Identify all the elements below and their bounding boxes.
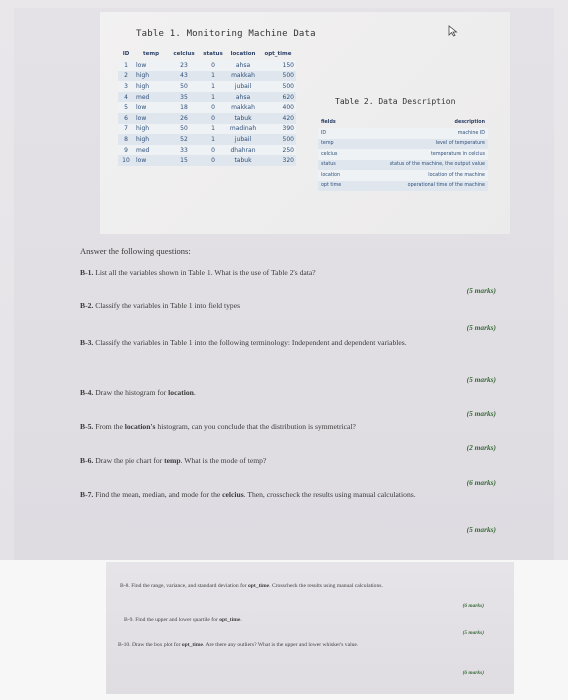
question-item: B-9. Find the upper and lower quartile for opt_time. bbox=[124, 617, 242, 623]
table2-field-cell: opt time bbox=[318, 181, 364, 192]
table1-cell: 320 bbox=[260, 155, 296, 166]
table2-description-cell: operational time of the machine bbox=[364, 181, 488, 192]
table1-cell: 18 bbox=[168, 102, 200, 113]
table2-row bbox=[318, 128, 488, 139]
table2-description-cell: level of temperature bbox=[364, 139, 488, 150]
question-item: B-2. Classify the variables in Table 1 into field types bbox=[80, 301, 241, 310]
table2-data-description bbox=[318, 116, 488, 191]
question-number: B-7. bbox=[80, 490, 96, 499]
table1-cell: 620 bbox=[260, 92, 296, 103]
table1-cell: 390 bbox=[260, 124, 296, 135]
table1-cell: 35 bbox=[168, 92, 200, 103]
table1-cell: jubail bbox=[226, 81, 260, 92]
table1-row bbox=[118, 81, 296, 92]
table2-field-cell: status bbox=[318, 160, 364, 171]
table1-cell: 33 bbox=[168, 145, 200, 156]
table1-cell: 52 bbox=[168, 134, 200, 145]
table2-field-cell: celcius bbox=[318, 149, 364, 160]
table1-cell: makkah bbox=[226, 71, 260, 82]
table1-cell: low bbox=[134, 155, 168, 166]
table1-cell: 420 bbox=[260, 113, 296, 124]
table1-cell: 15 bbox=[168, 155, 200, 166]
table1-cell: med bbox=[134, 92, 168, 103]
table2-title: Table 2. Data Description bbox=[335, 97, 456, 106]
table1-cell: 1 bbox=[200, 92, 226, 103]
table1-row bbox=[118, 124, 296, 135]
table1-cell: 0 bbox=[200, 155, 226, 166]
table2-description-cell: status of the machine, the output value bbox=[364, 160, 488, 171]
question-number: B-4. bbox=[80, 388, 96, 397]
table1-row bbox=[118, 71, 296, 82]
table1-cell: ahsa bbox=[226, 60, 260, 71]
table1-cell: low bbox=[134, 102, 168, 113]
question-item: B-8. Find the range, variance, and standard deviation for opt_time. Crosscheck the results using manual calculations. bbox=[120, 583, 383, 589]
table1-cell: 500 bbox=[260, 81, 296, 92]
table2-header: description bbox=[454, 119, 485, 125]
question-marks: (5 marks) bbox=[466, 409, 496, 418]
table1-cell: 1 bbox=[200, 81, 226, 92]
table1-row bbox=[118, 113, 296, 124]
table2-row bbox=[318, 139, 488, 150]
question-item: B-6. Draw the pie chart for temp. What is the mode of temp? bbox=[80, 456, 267, 465]
table1-cell: 5 bbox=[118, 102, 134, 113]
table2-description-cell: temperature in celcius bbox=[364, 149, 488, 160]
table1-cell: tabuk bbox=[226, 155, 260, 166]
table1-row bbox=[118, 155, 296, 166]
table1-row bbox=[118, 134, 296, 145]
question-marks: (6 marks) bbox=[466, 478, 496, 487]
question-marks: (2 marks) bbox=[466, 443, 496, 452]
table1-cell: ahsa bbox=[226, 92, 260, 103]
question-number: B-6. bbox=[80, 456, 96, 465]
table1-cell: 500 bbox=[260, 71, 296, 82]
table1-cell: dhahran bbox=[226, 145, 260, 156]
question-term: opt_time bbox=[248, 583, 270, 589]
table1-cell: 7 bbox=[118, 124, 134, 135]
table1-cell: 43 bbox=[168, 71, 200, 82]
table2-field-cell: temp bbox=[318, 139, 364, 150]
table1-cell: 9 bbox=[118, 145, 134, 156]
question-term: celcius bbox=[222, 490, 244, 499]
table2-field-cell: ID bbox=[318, 128, 364, 139]
table1-header: temp bbox=[142, 51, 160, 57]
table1-cell: 150 bbox=[260, 60, 296, 71]
table1-cell: 26 bbox=[168, 113, 200, 124]
question-item: B-10. Draw the box plot for opt_time. Are there any outliers? What is the upper and lower whisker's value. bbox=[118, 642, 359, 648]
question-number: B-3. bbox=[80, 338, 96, 347]
table1-title: Table 1. Monitoring Machine Data bbox=[136, 29, 316, 39]
table1-row bbox=[118, 92, 296, 103]
table1-cell: low bbox=[134, 113, 168, 124]
table2-row bbox=[318, 181, 488, 192]
question-number: B-5. bbox=[80, 422, 96, 431]
table1-row bbox=[118, 145, 296, 156]
table1-header: ID bbox=[122, 51, 130, 57]
table1-header: location bbox=[230, 51, 256, 57]
table1-cell: 1 bbox=[200, 71, 226, 82]
question-term: location bbox=[168, 388, 194, 397]
table1-cell: 4 bbox=[118, 92, 134, 103]
table1-cell: 1 bbox=[118, 60, 134, 71]
table1-cell: 250 bbox=[260, 145, 296, 156]
table1-cell: makkah bbox=[226, 102, 260, 113]
question-term: location's bbox=[124, 422, 156, 431]
table2-description-cell: machine ID bbox=[364, 128, 488, 139]
table1-cell: 8 bbox=[118, 134, 134, 145]
question-number: B-1. bbox=[80, 268, 96, 277]
table1-cell: 400 bbox=[260, 102, 296, 113]
question-marks: (5 marks) bbox=[466, 286, 496, 295]
question-number: B-10. bbox=[118, 642, 132, 648]
table1-cell: 1 bbox=[200, 124, 226, 135]
table1-cell: 2 bbox=[118, 71, 134, 82]
table2-field-cell: location bbox=[318, 170, 364, 181]
table2-row bbox=[318, 149, 488, 160]
table1-cell: high bbox=[134, 134, 168, 145]
question-item: B-1. List all the variables shown in Table 1. What is the use of Table 2's data? bbox=[80, 268, 316, 277]
table1-cell: 0 bbox=[200, 102, 226, 113]
table1-cell: 50 bbox=[168, 81, 200, 92]
table1-cell: low bbox=[134, 60, 168, 71]
question-marks: (6 marks) bbox=[462, 670, 484, 676]
question-number: B-9. bbox=[124, 617, 136, 623]
table1-cell: 50 bbox=[168, 124, 200, 135]
table1-cell: med bbox=[134, 145, 168, 156]
question-item: B-4. Draw the histogram for location. bbox=[80, 388, 196, 397]
table1-row bbox=[118, 60, 296, 71]
question-marks: (5 marks) bbox=[466, 323, 496, 332]
question-number: B-8. bbox=[120, 583, 132, 589]
table2-description-cell: location of the machine bbox=[364, 170, 488, 181]
table1-monitoring-data bbox=[118, 48, 296, 166]
question-marks: (5 marks) bbox=[466, 525, 496, 534]
table1-cell: high bbox=[134, 124, 168, 135]
table1-cell: tabuk bbox=[226, 113, 260, 124]
question-item: B-7. Find the mean, median, and mode for the celcius. Then, crosscheck the results using manual calculations. bbox=[80, 490, 416, 499]
table1-cell: jubail bbox=[226, 134, 260, 145]
question-number: B-2. bbox=[80, 301, 96, 310]
question-marks: (5 marks) bbox=[462, 630, 484, 636]
question-term: temp bbox=[164, 456, 181, 465]
table1-cell: high bbox=[134, 71, 168, 82]
table1-cell: 0 bbox=[200, 60, 226, 71]
table1-header: opt_time bbox=[264, 51, 292, 57]
mouse-cursor-icon bbox=[448, 25, 458, 37]
table1-cell: 6 bbox=[118, 113, 134, 124]
table1-cell: 0 bbox=[200, 145, 226, 156]
table1-cell: 3 bbox=[118, 81, 134, 92]
table1-header: status bbox=[203, 51, 223, 57]
table2-row bbox=[318, 160, 488, 171]
question-item: B-5. From the location's histogram, can you conclude that the distribution is symmetrical? bbox=[80, 422, 356, 431]
table1-cell: 10 bbox=[118, 155, 134, 166]
table1-cell: 500 bbox=[260, 134, 296, 145]
table1-cell: high bbox=[134, 81, 168, 92]
table1-cell: 23 bbox=[168, 60, 200, 71]
table1-cell: 0 bbox=[200, 113, 226, 124]
table2-row bbox=[318, 170, 488, 181]
question-marks: (6 marks) bbox=[462, 603, 484, 609]
question-marks: (5 marks) bbox=[466, 375, 496, 384]
table1-row bbox=[118, 102, 296, 113]
table1-header: celcius bbox=[173, 51, 195, 57]
table2-header: fields bbox=[321, 119, 336, 125]
question-term: opt_time bbox=[181, 642, 203, 648]
table1-cell: madinah bbox=[226, 124, 260, 135]
table1-cell: 1 bbox=[200, 134, 226, 145]
question-term: opt_time bbox=[219, 617, 241, 623]
instructions-heading: Answer the following questions: bbox=[80, 246, 191, 256]
question-item: B-3. Classify the variables in Table 1 into the following terminology: Independent and dependent variables. bbox=[80, 338, 407, 347]
